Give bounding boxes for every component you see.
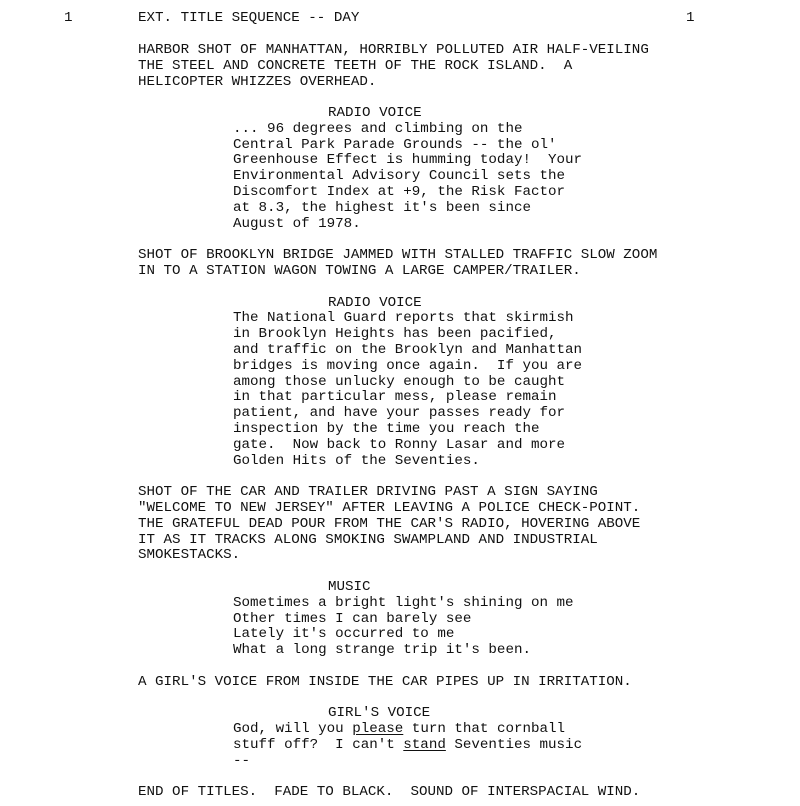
character-name: RADIO VOICE [328, 295, 422, 311]
action-line: SMOKESTACKS. [138, 547, 241, 563]
dialogue-line: in Brooklyn Heights has been pacified, [233, 326, 557, 342]
dialogue-text: God, will you [233, 721, 353, 737]
dialogue-line: ... 96 degrees and climbing on the [233, 121, 523, 137]
dialogue-line: The National Guard reports that skirmish [233, 310, 574, 326]
action-line: END OF TITLES. FADE TO BLACK. SOUND OF INTERSPACIAL WIND. [138, 784, 641, 800]
dialogue-line: Lately it's occurred to me [233, 626, 455, 642]
dialogue-line: at 8.3, the highest it's been since [233, 200, 531, 216]
dialogue-line: Sometimes a bright light's shining on me [233, 595, 574, 611]
dialogue-line: -- [233, 753, 251, 769]
dialogue-line: Golden Hits of the Seventies. [233, 453, 480, 469]
character-name: RADIO VOICE [328, 105, 422, 121]
action-line: SHOT OF THE CAR AND TRAILER DRIVING PAST A SIGN SAYING [138, 484, 598, 500]
dialogue-line: Discomfort Index at +9, the Risk Factor [233, 184, 566, 200]
dialogue-text: turn that cornball [403, 721, 566, 737]
action-line: A GIRL'S VOICE FROM INSIDE THE CAR PIPES UP IN IRRITATION. [138, 674, 632, 690]
dialogue-line: inspection by the time you reach the [233, 421, 540, 437]
action-line: THE GRATEFUL DEAD POUR FROM THE CAR'S RADIO, HOVERING ABOVE [138, 516, 641, 532]
dialogue-line: What a long strange trip it's been. [233, 642, 531, 658]
action-line: "WELCOME TO NEW JERSEY" AFTER LEAVING A POLICE CHECK-POINT. [138, 500, 641, 516]
dialogue-line: Other times I can barely see [233, 611, 472, 627]
dialogue-line: in that particular mess, please remain [233, 389, 557, 405]
dialogue-line: August of 1978. [233, 216, 361, 232]
action-line: THE STEEL AND CONCRETE TEETH OF THE ROCK ISLAND. A [138, 58, 573, 74]
dialogue-line [233, 738, 582, 754]
dialogue-line: bridges is moving once again. If you are [233, 358, 583, 374]
dialogue-line: Greenhouse Effect is humming today! Your [233, 152, 583, 168]
action-line: IN TO A STATION WAGON TOWING A LARGE CAMPER/TRAILER. [138, 263, 581, 279]
dialogue-line: Central Park Parade Grounds -- the ol' [233, 137, 557, 153]
character-name: MUSIC [328, 579, 371, 595]
dialogue-line [233, 722, 565, 738]
scene-heading: EXT. TITLE SEQUENCE -- DAY [138, 10, 360, 26]
emphasis-underline: stand [403, 737, 446, 753]
action-line: HELICOPTER WHIZZES OVERHEAD. [138, 74, 377, 90]
action-line: SHOT OF BROOKLYN BRIDGE JAMMED WITH STALLED TRAFFIC SLOW ZOOM [138, 247, 658, 263]
scene-number-left: 1 [64, 10, 73, 26]
dialogue-text: stuff off? I can't [233, 737, 404, 753]
dialogue-line: gate. Now back to Ronny Lasar and more [233, 437, 566, 453]
dialogue-line: patient, and have your passes ready for [233, 405, 566, 421]
action-line: IT AS IT TRACKS ALONG SMOKING SWAMPLAND AND INDUSTRIAL [138, 532, 598, 548]
emphasis-underline: please [352, 721, 404, 737]
character-name: GIRL'S VOICE [328, 705, 431, 721]
dialogue-line: Environmental Advisory Council sets the [233, 168, 566, 184]
dialogue-line: and traffic on the Brooklyn and Manhattan [233, 342, 583, 358]
action-line: HARBOR SHOT OF MANHATTAN, HORRIBLY POLLUTED AIR HALF-VEILING [138, 42, 649, 58]
dialogue-text: Seventies music [445, 737, 583, 753]
dialogue-line: among those unlucky enough to be caught [233, 374, 566, 390]
scene-number-right: 1 [686, 10, 695, 26]
